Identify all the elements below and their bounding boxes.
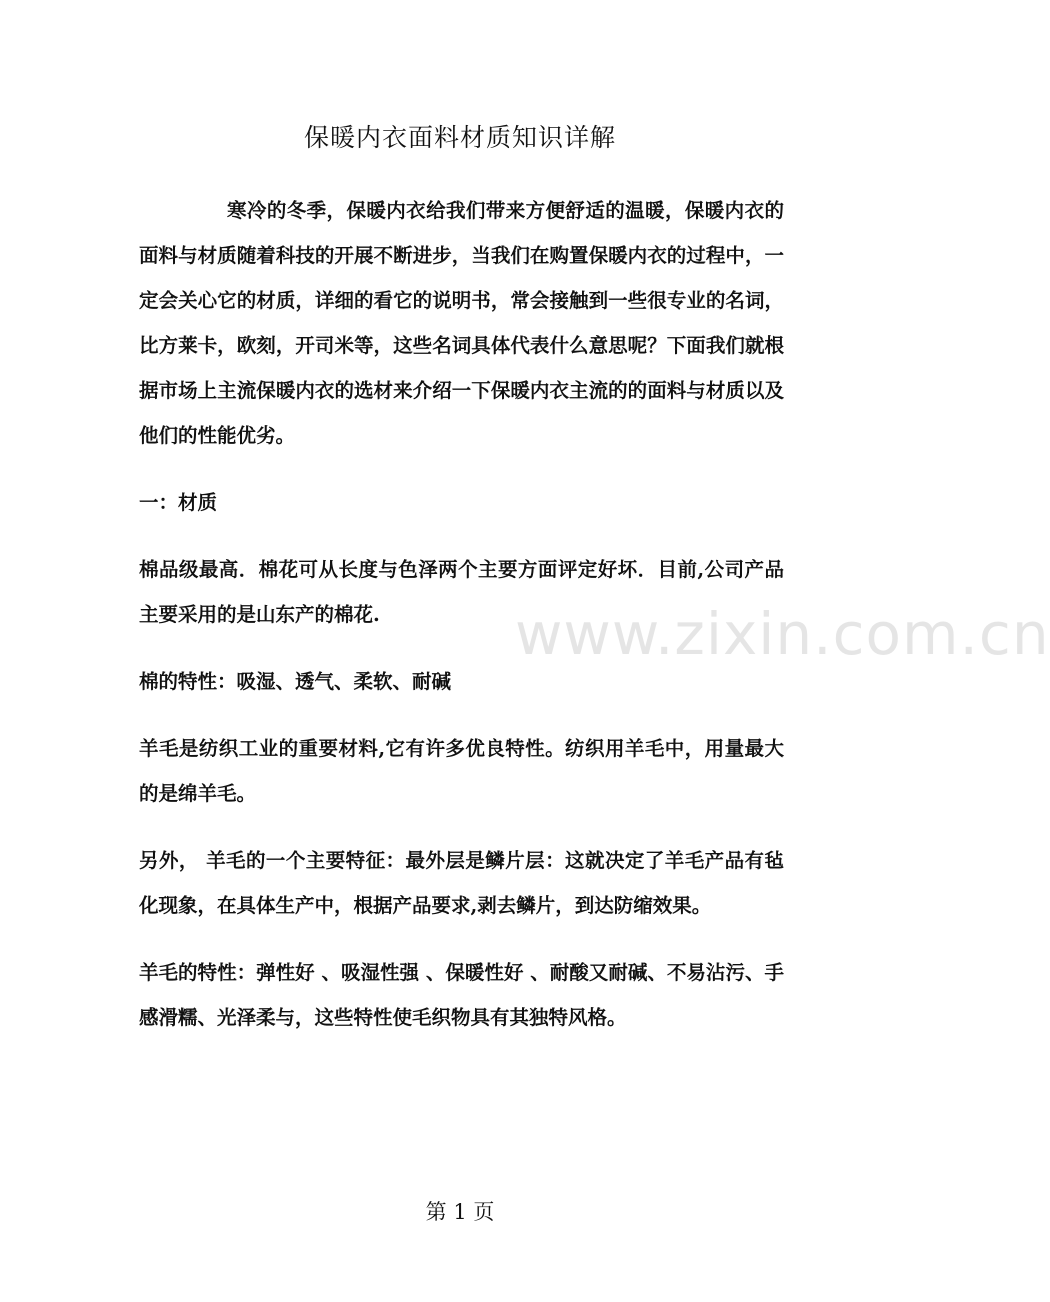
intro-paragraph: 寒冷的冬季，保暖内衣给我们带来方便舒适的温暖，保暖内衣的面料与材质随着科技的开展不断进步，当我们在购置保暖内衣的过程中，一定会关心它的材质，详细的看它的说明书，常会接触到一些很专业的名词，比方莱卡，欧刻，开司米等，这些名词具体代表什么意思呢？下面我们就根据市场上主流保暖内衣的选材来介绍一下保暖内衣主流的的面料与材质以及他们的性能优劣。: [139, 199, 784, 447]
wool-scale-paragraph: 另外， 羊毛的一个主要特征：最外层是鳞片层：这就决定了羊毛产品有毡化现象，在具体生产中，根据产品要求,剥去鳞片，到达防缩效果。: [139, 849, 784, 917]
wool-properties-paragraph: 羊毛的特性：弹性好 、吸湿性强 、保暖性好 、耐酸又耐碱、不易沾污、手感滑糯、光泽柔与，这些特性使毛织物具有其独特风格。: [139, 961, 784, 1029]
page-title: 保暖内衣面料材质知识详解: [303, 123, 616, 152]
wool-intro-paragraph: 羊毛是纺织工业的重要材料,它有许多优良特性。纺织用羊毛中，用量最大的是绵羊毛。: [139, 737, 784, 805]
watermark: www.zixin.com.cn: [515, 600, 1050, 668]
page-number: 第 1 页: [425, 1200, 495, 1224]
section-heading: 一：材质: [139, 491, 218, 514]
cotton-grade-paragraph: 棉品级最高．棉花可从长度与色泽两个主要方面评定好坏．目前,公司产品主要采用的是山东产的棉花.: [139, 558, 784, 626]
cotton-properties-paragraph: 棉的特性：吸湿、透气、柔软、耐碱: [139, 670, 452, 693]
